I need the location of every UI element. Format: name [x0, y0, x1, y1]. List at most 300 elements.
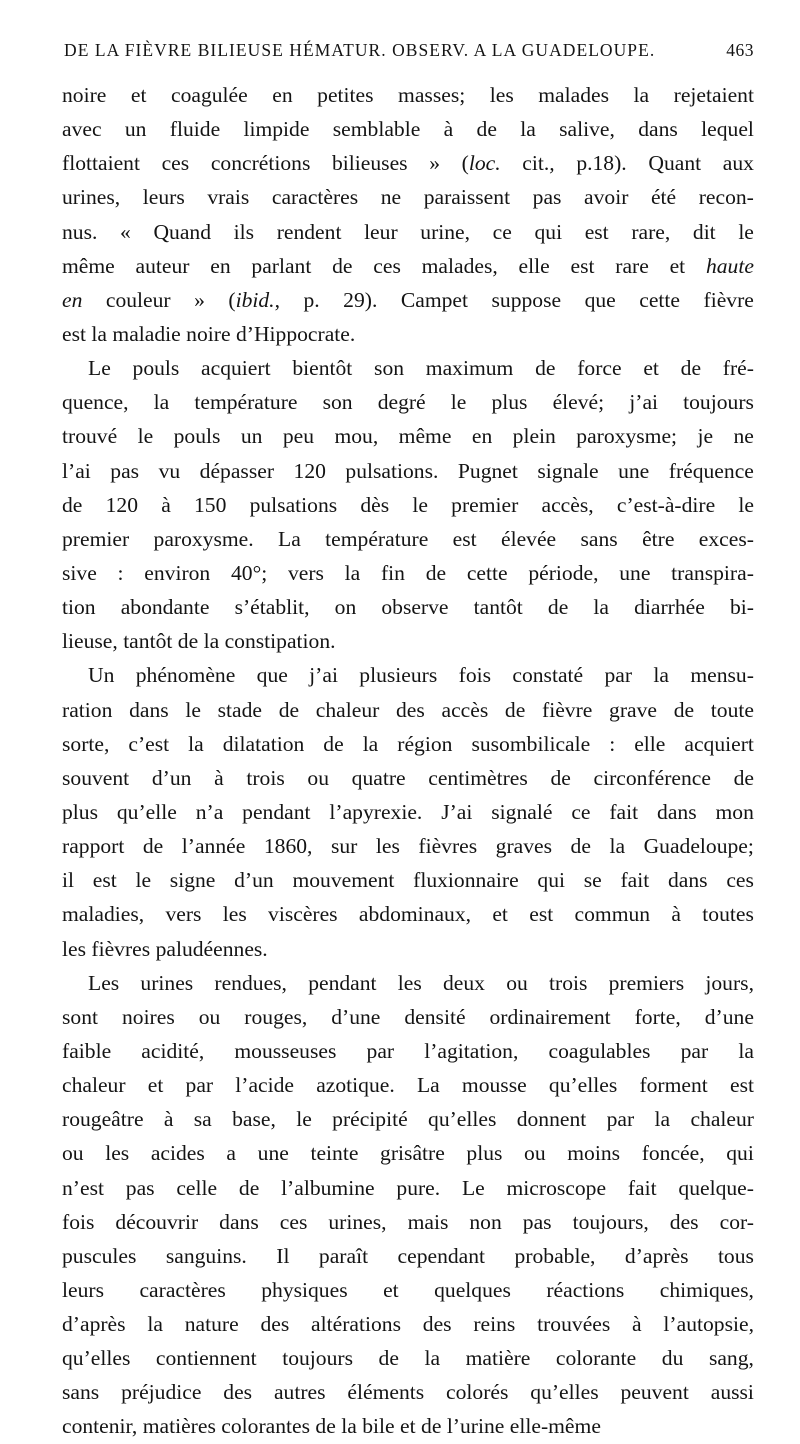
word: la [188, 731, 204, 756]
word: acquiert [684, 731, 754, 756]
word: deux [442, 970, 485, 995]
word: n’est [62, 1175, 104, 1200]
word: mouvement [292, 868, 395, 893]
word: dit [692, 219, 716, 244]
word: il [62, 868, 74, 893]
text-line [62, 1307, 754, 1341]
word: observe [381, 595, 449, 620]
word: centimètres [428, 765, 528, 790]
word: l’ai [62, 458, 91, 483]
word: pulsations. [345, 458, 439, 483]
word: signe [169, 868, 216, 893]
word: coagulée [171, 83, 248, 107]
text-line [62, 1409, 754, 1443]
word: qu’elles [428, 1107, 497, 1132]
word: Pugnet [457, 458, 518, 483]
word: peuvent [620, 1380, 689, 1405]
text-line [62, 180, 754, 214]
word: fluxionnaire [413, 868, 519, 893]
word: ces [279, 1209, 308, 1234]
word: elle [634, 731, 666, 756]
word: bi- [729, 595, 754, 620]
word: fré- [722, 356, 754, 381]
word: acidité, [141, 1038, 205, 1063]
word: la [653, 663, 669, 688]
word: des [422, 1312, 452, 1337]
word: La [278, 526, 301, 551]
word: environ [144, 560, 211, 585]
word: : [609, 731, 616, 756]
word: qu’elles [548, 1073, 618, 1098]
word: viscères [268, 902, 338, 927]
word: sorte, [62, 731, 110, 756]
word: ce [571, 799, 591, 824]
word: en [62, 287, 83, 312]
text-line [62, 146, 754, 180]
word: matières [142, 1414, 216, 1439]
word: est [584, 219, 609, 244]
word: mais [407, 1209, 449, 1234]
word: réactions [546, 1277, 625, 1302]
word: mousseuses [234, 1038, 337, 1063]
word: et [147, 1073, 164, 1098]
word: teinte [310, 1141, 359, 1166]
text-line [62, 795, 754, 829]
word: une [257, 1141, 289, 1166]
word: la [609, 834, 626, 859]
word: caractères [271, 185, 359, 210]
word: pendant [242, 799, 311, 824]
word: physiques [261, 1277, 348, 1302]
word: fait [609, 799, 639, 824]
word: rare, [631, 219, 671, 244]
word: les [62, 936, 86, 961]
word: de [673, 697, 695, 722]
word: la [520, 117, 536, 142]
word: des [396, 697, 425, 722]
word: toute [710, 697, 754, 722]
word: recon- [698, 185, 754, 210]
word: urine, [420, 219, 471, 244]
paragraph [62, 658, 754, 965]
word: premiers [608, 970, 685, 995]
word: la [344, 560, 361, 585]
word: par [606, 1107, 635, 1132]
word: bientôt [292, 356, 353, 381]
text-line [62, 761, 754, 795]
word: la [593, 595, 609, 620]
word: rouges, [244, 1004, 308, 1029]
word: colorantes [221, 1414, 311, 1439]
word: de [547, 595, 569, 620]
word: avec [62, 117, 102, 142]
word: est [452, 526, 477, 551]
word: matière [465, 1346, 531, 1371]
text-line [62, 351, 754, 385]
word: d’un [151, 765, 192, 790]
word: nature [184, 1312, 239, 1337]
word: l’acide [235, 1073, 295, 1098]
word: préjudice [121, 1380, 202, 1405]
word: élevée [501, 526, 557, 551]
word: l’urine [446, 1414, 505, 1439]
word: leur [364, 219, 398, 244]
word: dépasser [199, 458, 275, 483]
word: en [471, 424, 493, 449]
word: abondante [120, 595, 210, 620]
word: acides [150, 1141, 205, 1166]
word: 1860, [263, 834, 313, 859]
word: plus [491, 390, 528, 415]
word: à [671, 902, 681, 927]
word: à [443, 117, 454, 142]
text-line [62, 727, 754, 761]
word: son [322, 390, 353, 415]
word: de [238, 1175, 260, 1200]
text-line [62, 1375, 754, 1409]
word: fièvres [91, 936, 151, 961]
word: moins [567, 1141, 621, 1166]
word: j’ai [309, 663, 338, 688]
word: et [383, 1277, 399, 1302]
word: des [223, 1380, 253, 1405]
word: le [450, 390, 467, 415]
word: sans [580, 526, 618, 551]
word: sont [62, 1004, 98, 1029]
word: plein [512, 424, 556, 449]
word: urines, [62, 185, 121, 210]
word: que [256, 663, 288, 688]
word: le [738, 492, 754, 517]
word: exces- [698, 526, 754, 551]
text-line [62, 1273, 754, 1307]
word: la [341, 1414, 357, 1439]
word: ou [62, 1141, 84, 1166]
word: tous [717, 1243, 754, 1268]
word: plusieurs [359, 663, 438, 688]
word: de [332, 253, 353, 278]
word: de [476, 117, 497, 142]
text-line [62, 317, 754, 351]
word: pure. [396, 1175, 441, 1200]
word: quelques [434, 1277, 511, 1302]
word: bilieuses [332, 151, 408, 176]
word: de [62, 492, 83, 517]
text-line [62, 1205, 754, 1239]
word: suppose [491, 287, 562, 312]
word: Un [88, 663, 115, 688]
word: dans [129, 697, 169, 722]
word: est [570, 253, 595, 278]
text-line [62, 78, 754, 112]
word: paroxysme. [153, 526, 254, 551]
word: le [135, 868, 152, 893]
word: souvent [62, 765, 130, 790]
word: l’année [181, 834, 246, 859]
word: toujours [683, 390, 754, 415]
word: fluide [169, 117, 221, 142]
word: mou, [334, 424, 379, 449]
word: colorés [446, 1380, 509, 1405]
word: ce [492, 219, 512, 244]
word: La [416, 1073, 440, 1098]
word: de [570, 834, 591, 859]
word: fin [380, 560, 405, 585]
word: plus [62, 799, 98, 824]
word: qu’elles [62, 1346, 131, 1371]
word: de [142, 834, 164, 859]
word: paroxysme; [576, 424, 678, 449]
word: qu’elles [530, 1380, 599, 1405]
book-page [62, 36, 754, 1444]
word: ne [380, 185, 402, 210]
running-title: DE LA FIÈVRE BILIEUSE HÉMATUR. OBSERV. A LA GUADELOUPE. [64, 40, 656, 60]
word: paraissent [423, 185, 511, 210]
page-number: 463 [726, 40, 754, 60]
word: (loc. [461, 151, 501, 176]
word: Guadeloupe; [643, 834, 754, 859]
word: Quand [153, 219, 212, 244]
word: rendent [276, 219, 342, 244]
word: celle [176, 1175, 218, 1200]
word: constaté [512, 663, 584, 688]
word: d’un [234, 868, 274, 893]
paragraph [62, 966, 754, 1444]
word: maximum [425, 356, 514, 381]
word: fois [62, 1209, 95, 1234]
word: rapport [62, 834, 125, 859]
word: des [669, 1209, 699, 1234]
word: ou [524, 1141, 546, 1166]
word: j’ai [629, 390, 659, 415]
word: même [398, 424, 452, 449]
word: à [163, 1107, 174, 1132]
word: puscules [62, 1243, 137, 1268]
word: peu [282, 424, 315, 449]
word: flottaient [62, 151, 140, 176]
word: bile [362, 1414, 395, 1439]
text-line [62, 1102, 754, 1136]
word: urines, [328, 1209, 387, 1234]
word: » [429, 151, 441, 176]
word: semblable [332, 117, 421, 142]
word: trouvé [62, 424, 118, 449]
word: l’autopsie, [663, 1312, 754, 1337]
word: élevé; [552, 390, 605, 415]
word: tion [62, 595, 96, 620]
word: faible [62, 1038, 112, 1063]
word: de [680, 356, 702, 381]
text-line [62, 454, 754, 488]
word: s’établit, [234, 595, 310, 620]
word: a [226, 1141, 237, 1166]
text-line [62, 522, 754, 556]
word: et [492, 902, 508, 927]
word: par [680, 1038, 709, 1063]
word: trois [549, 970, 588, 995]
word: sa [193, 1107, 212, 1132]
word: être [642, 526, 675, 551]
word: premier [62, 526, 130, 551]
text-line [62, 283, 754, 317]
word: le [296, 1107, 312, 1132]
word: de [315, 1414, 336, 1439]
word: urines [140, 970, 194, 995]
word: trois [246, 765, 285, 790]
word: ordinairement [489, 1004, 611, 1029]
word: forte, [634, 1004, 681, 1029]
word: abdominaux, [358, 902, 472, 927]
text-line [62, 1000, 754, 1034]
word: l’agitation, [424, 1038, 519, 1063]
word: je [697, 424, 714, 449]
word: et [643, 356, 659, 381]
word: contiennent [155, 1346, 257, 1371]
word: le [412, 492, 428, 517]
word: dans [219, 1209, 259, 1234]
word: les [489, 83, 514, 107]
word: signalé [491, 799, 553, 824]
word: fois [458, 663, 492, 688]
text-line [62, 419, 754, 453]
word: Quant [648, 151, 702, 176]
word: pendant [308, 970, 377, 995]
word: noires [121, 1004, 175, 1029]
word: couleur [105, 287, 171, 312]
text-line [62, 693, 754, 727]
word: lieuse, [62, 629, 118, 654]
word: acquiert [201, 356, 271, 381]
word: chaleur [315, 697, 380, 722]
text-line [62, 488, 754, 522]
word: de [278, 697, 300, 722]
text-line [62, 829, 754, 863]
word: de [323, 731, 344, 756]
word: de [535, 356, 556, 381]
word: microscope [506, 1175, 607, 1200]
word: maladie [112, 321, 181, 346]
word: le [185, 697, 201, 722]
word: et [669, 253, 686, 278]
word: ces [726, 868, 754, 893]
word: aussi [710, 1380, 754, 1405]
word: sive [62, 560, 97, 585]
word: en [210, 253, 231, 278]
word: à [214, 765, 224, 790]
text-line [62, 556, 754, 590]
word: concrétions [210, 151, 311, 176]
word: de [378, 1346, 399, 1371]
word: plus [466, 1141, 503, 1166]
word: la [362, 731, 379, 756]
word: accès, [541, 492, 594, 517]
word: maladies, [62, 902, 145, 927]
running-header [64, 36, 754, 64]
word: ils [233, 219, 255, 244]
word: même [62, 253, 115, 278]
word: et [400, 1414, 416, 1439]
word: noire [186, 321, 231, 346]
word: ou [506, 970, 528, 995]
word: 120 [105, 492, 138, 517]
word: découvrir [115, 1209, 199, 1234]
word: sur [330, 834, 358, 859]
word: constipation. [224, 629, 336, 654]
word: base, [232, 1107, 276, 1132]
word: diarrhée [634, 595, 705, 620]
word: elle [518, 253, 550, 278]
word: sans [62, 1380, 100, 1405]
word: c’est-à-dire [616, 492, 716, 517]
word: que [584, 287, 616, 312]
word: se [583, 868, 602, 893]
word: ou [307, 765, 329, 790]
word: fièvre [542, 697, 593, 722]
word: les [105, 1141, 130, 1166]
word: d’après [62, 1312, 126, 1337]
word: des [260, 1312, 290, 1337]
word: 150 [193, 492, 227, 517]
text-line [62, 1171, 754, 1205]
word: Il [276, 1243, 290, 1268]
word: phénomène [135, 663, 236, 688]
word: vers [165, 902, 202, 927]
word: pas [125, 1175, 155, 1200]
word: (ibid., [228, 287, 280, 312]
word: Les [88, 970, 120, 995]
word: altérations [311, 1312, 401, 1337]
word: les [222, 902, 247, 927]
word: température [325, 526, 429, 551]
word: le [738, 219, 754, 244]
text-line [62, 1136, 754, 1170]
word: température [194, 390, 298, 415]
word: la [633, 83, 650, 107]
text-line [62, 966, 754, 1000]
word: d’une [331, 1004, 381, 1029]
word: région [397, 731, 453, 756]
word: degré [377, 390, 426, 415]
word: fièvres [418, 834, 478, 859]
word: de [421, 1414, 442, 1439]
word: mensu- [690, 663, 754, 688]
word: toujours, [572, 1209, 649, 1234]
word: paludéennes. [155, 936, 268, 961]
text-line [62, 897, 754, 931]
text-line [62, 932, 754, 966]
word: densité [404, 1004, 466, 1029]
word: malades, [421, 253, 498, 278]
word: qu’elle [116, 799, 177, 824]
word: fièvre [703, 287, 754, 312]
word: dilatation [222, 731, 305, 756]
text-line [62, 863, 754, 897]
word: non [469, 1209, 502, 1234]
word: n’a [195, 799, 224, 824]
word: trouvées [537, 1312, 611, 1337]
word: son [374, 356, 405, 381]
word: dans [668, 868, 708, 893]
word: limpide [243, 117, 310, 142]
word: les [397, 970, 422, 995]
paragraph [62, 78, 754, 351]
word: accès [441, 697, 489, 722]
word: parlant [251, 253, 312, 278]
word: p.18). [576, 151, 627, 176]
word: cit., [522, 151, 555, 176]
word: tantôt [473, 595, 523, 620]
word: rendues, [214, 970, 287, 995]
